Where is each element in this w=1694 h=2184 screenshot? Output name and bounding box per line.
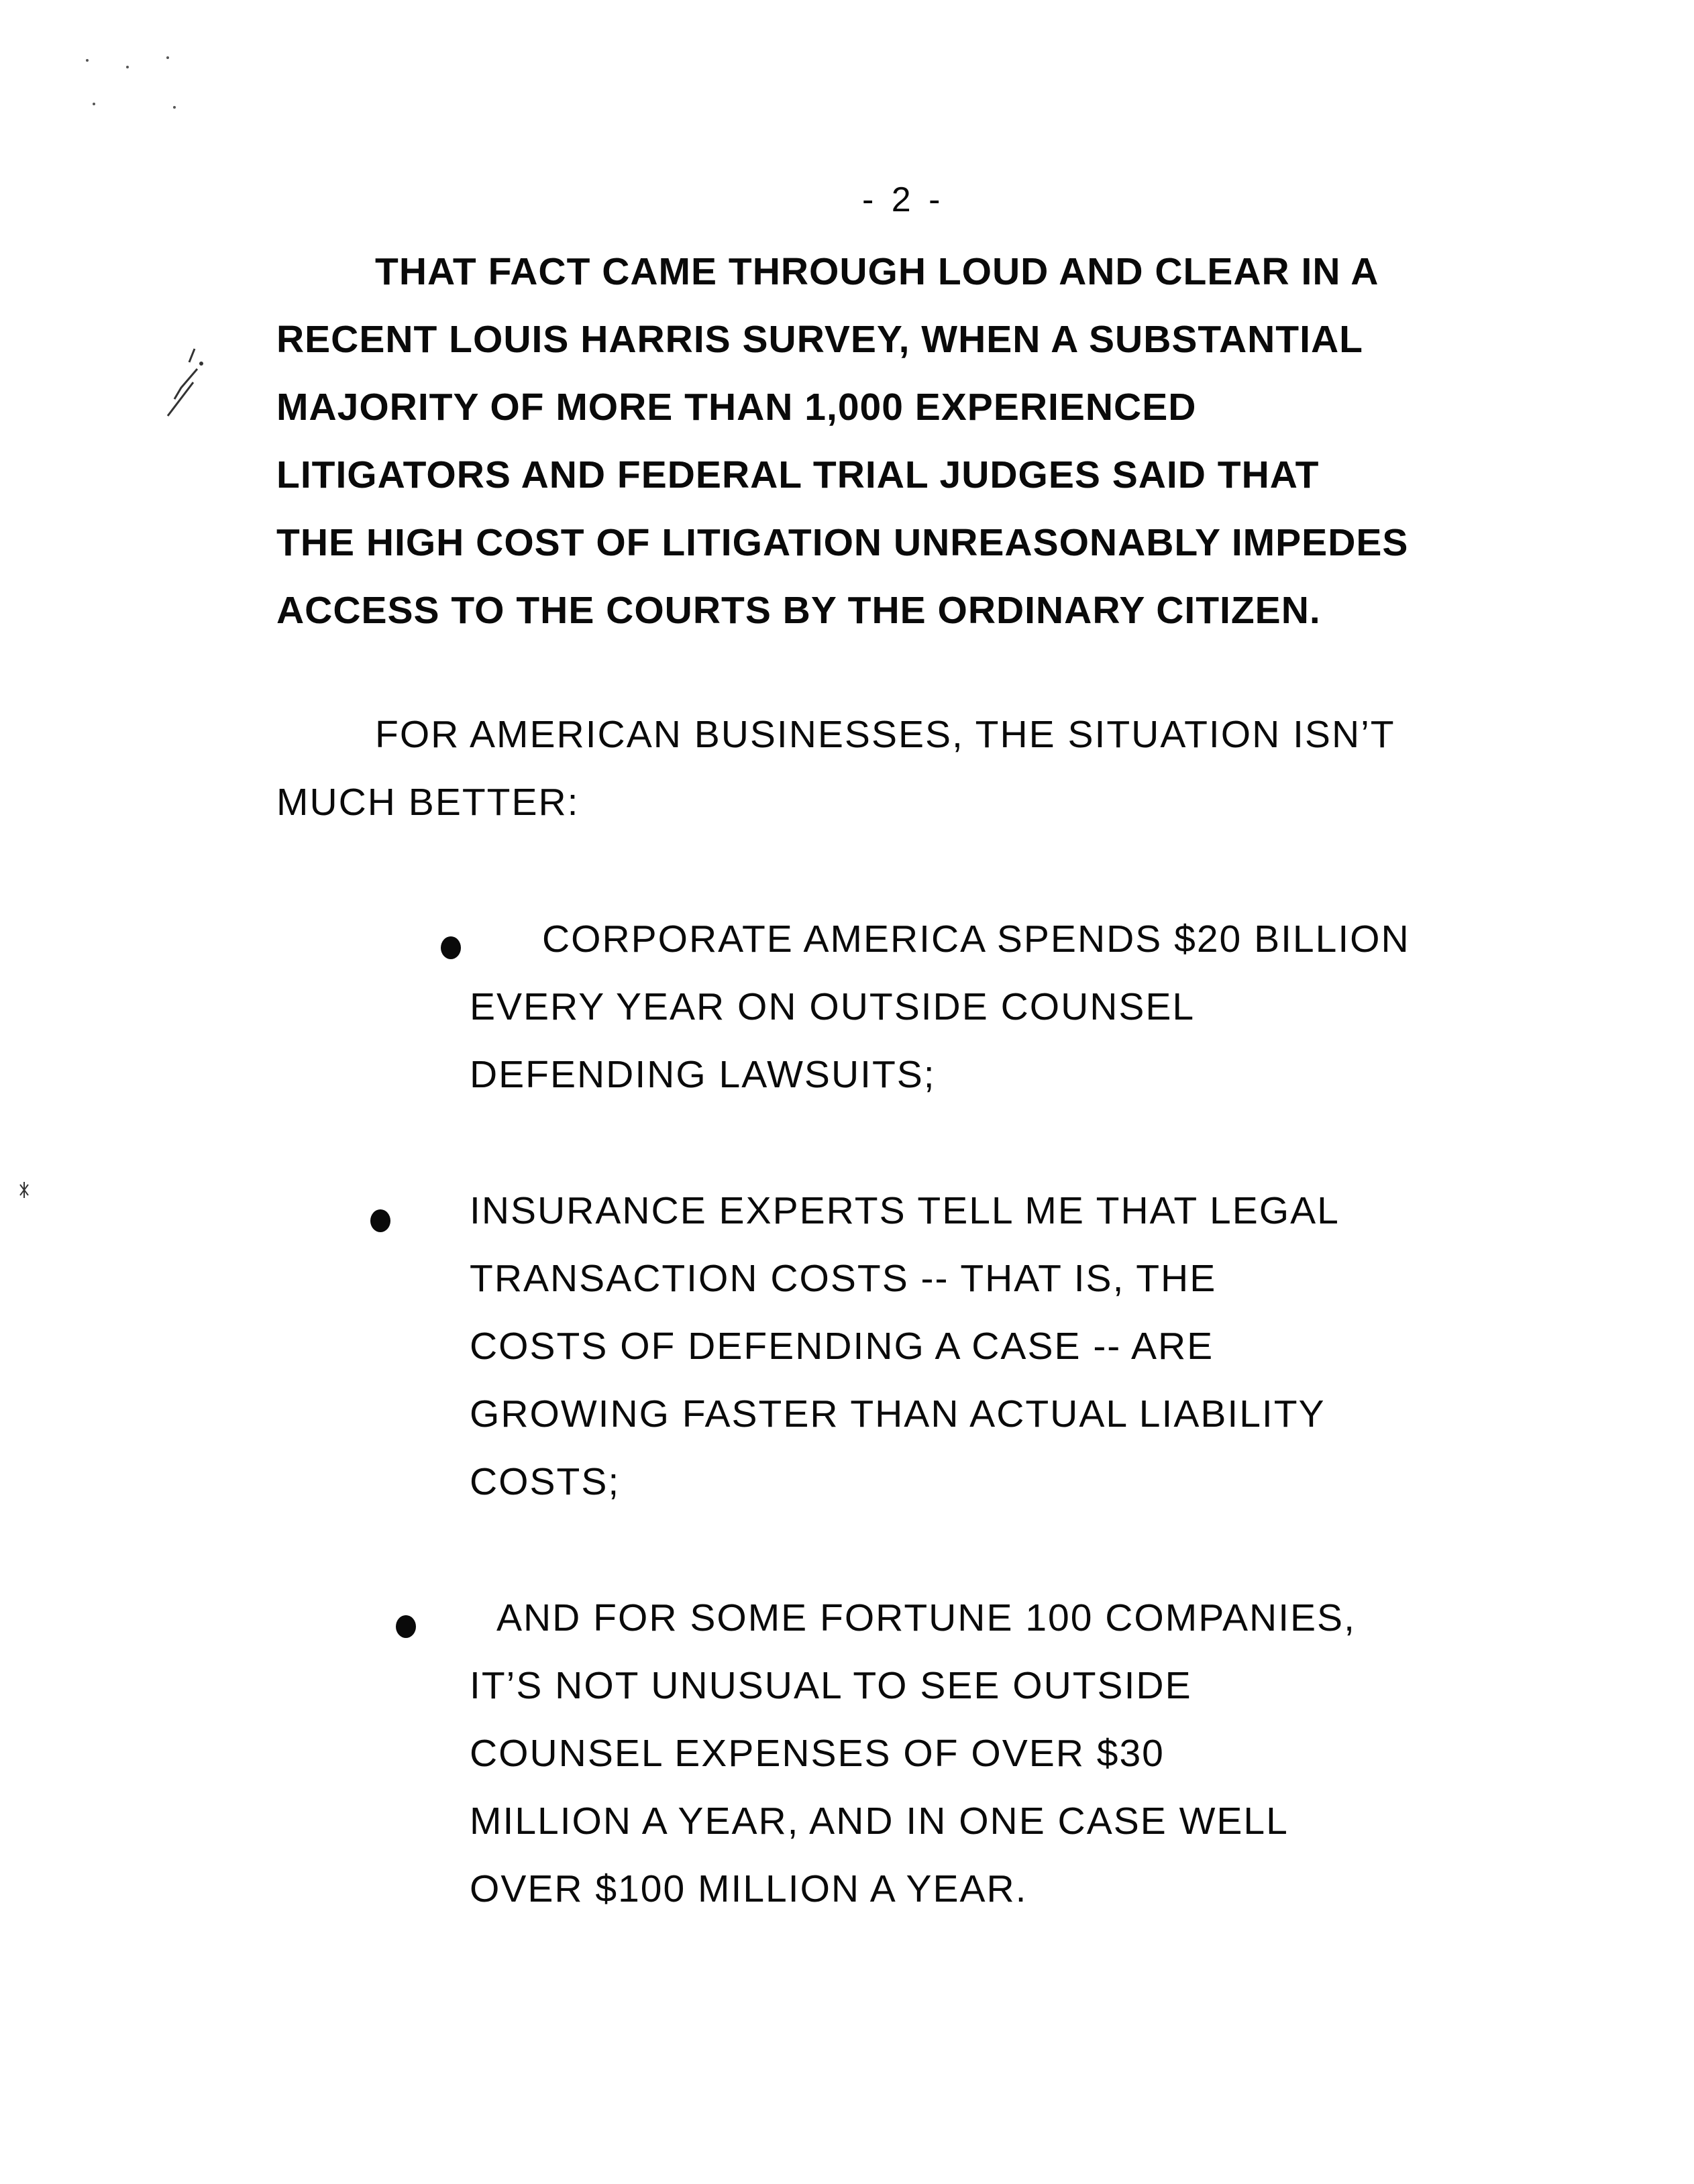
text-line: TRANSACTION COSTS -- THAT IS, THE <box>470 1257 1217 1300</box>
bullet-item-fortune-100 <box>470 1584 1356 1923</box>
margin-pen-mark <box>154 335 215 429</box>
text-line: COSTS; <box>470 1460 621 1503</box>
text-line: THAT FACT CAME THROUGH LOUD AND CLEAR IN A <box>375 250 1379 293</box>
text-line: GROWING FASTER THAN ACTUAL LIABILITY <box>470 1393 1326 1435</box>
margin-specks <box>81 54 215 121</box>
text-line: INSURANCE EXPERTS TELL ME THAT LEGAL <box>470 1189 1340 1232</box>
text-line: THE HIGH COST OF LITIGATION UNREASONABLY IMPEDES <box>276 521 1409 564</box>
text-line: LITIGATORS AND FEDERAL TRIAL JUDGES SAID THAT <box>276 453 1320 496</box>
text-line: MILLION A YEAR, AND IN ONE CASE WELL <box>470 1800 1289 1843</box>
text-line: AND FOR SOME FORTUNE 100 COMPANIES, <box>496 1596 1356 1639</box>
text-line: MAJORITY OF MORE THAN 1,000 EXPERIENCED <box>276 386 1197 429</box>
text-line: COSTS OF DEFENDING A CASE -- ARE <box>470 1325 1214 1368</box>
text-line: OVER $100 MILLION A YEAR. <box>470 1867 1028 1910</box>
text-line: ACCESS TO THE COURTS BY THE ORDINARY CITIZEN. <box>276 589 1321 632</box>
text-line: FOR AMERICAN BUSINESSES, THE SITUATION ISN’T <box>375 713 1395 756</box>
bullet-dot-icon <box>370 1209 390 1232</box>
text-line: DEFENDING LAWSUITS; <box>470 1053 936 1096</box>
bullet-item-corporate-spending <box>470 906 1410 1109</box>
text-line: CORPORATE AMERICA SPENDS $20 BILLION <box>542 918 1410 961</box>
text-line: EVERY YEAR ON OUTSIDE COUNSEL <box>470 985 1196 1028</box>
margin-asterisk-mark <box>15 1181 35 1201</box>
bullet-dot-icon <box>396 1615 416 1638</box>
text-line: MUCH BETTER: <box>276 781 580 824</box>
bullet-item-insurance-experts <box>470 1177 1340 1516</box>
paragraph-litigation-survey <box>276 238 1408 645</box>
text-line: RECENT LOUIS HARRIS SURVEY, WHEN A SUBSTANTIAL <box>276 318 1363 361</box>
text-line: IT’S NOT UNUSUAL TO SEE OUTSIDE <box>470 1664 1192 1707</box>
paragraph-american-businesses <box>276 701 1395 836</box>
bullet-dot-icon <box>441 936 461 959</box>
page-number: - 2 - <box>862 180 945 219</box>
text-line: COUNSEL EXPENSES OF OVER $30 <box>470 1732 1165 1775</box>
